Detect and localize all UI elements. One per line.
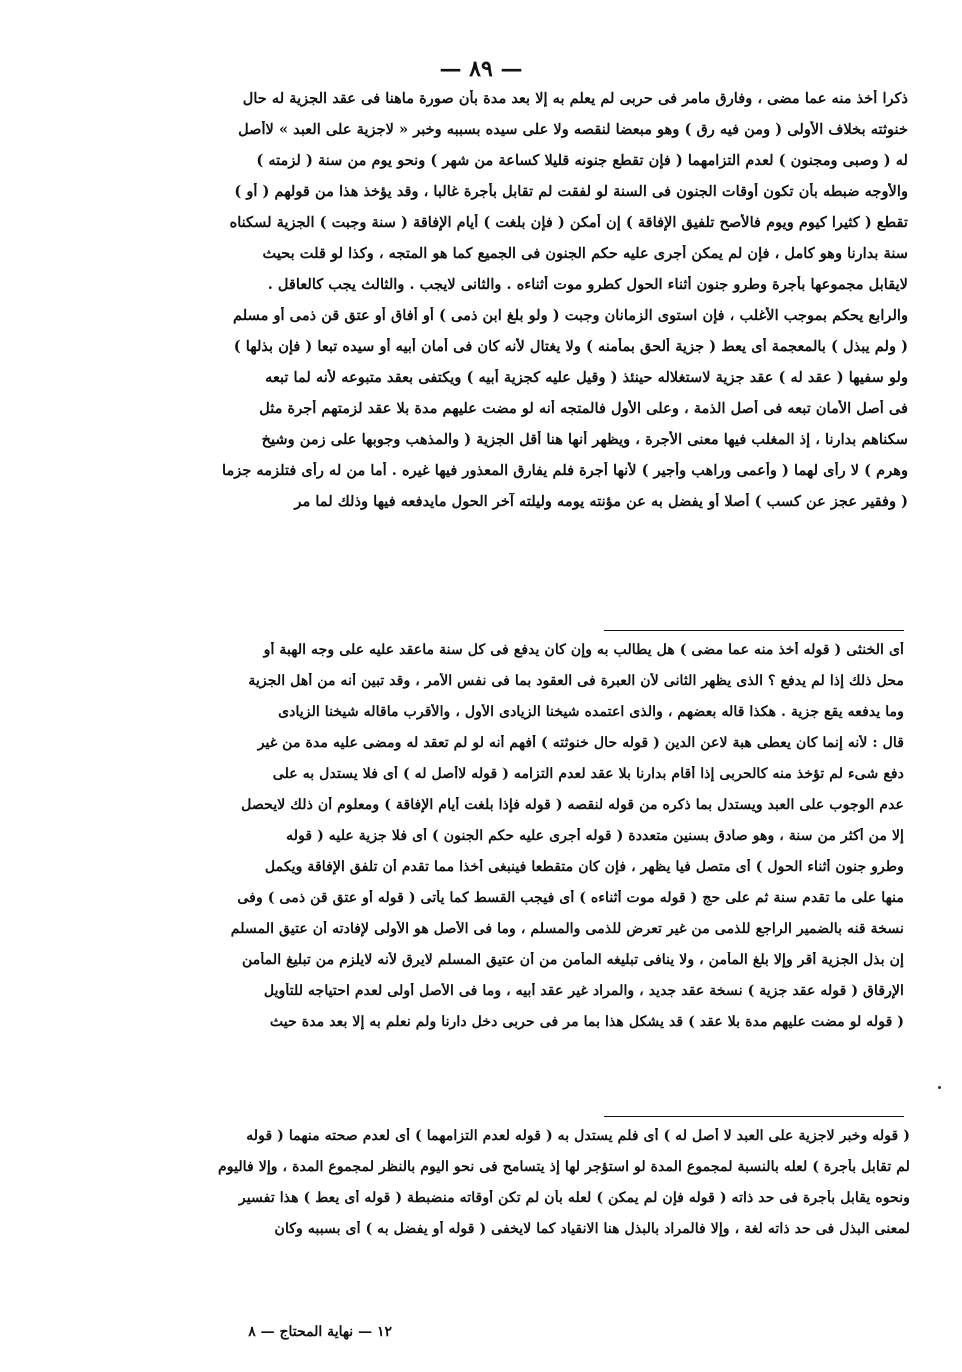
commentary-line: إلا من أكثر من سنة ، وهو صادق بسنين متعددة ( قوله أجرى عليه حكم الجنون ) أى فلا جزية عليه ( قوله bbox=[286, 828, 904, 844]
commentary-line: الإرقاق ( قوله عقد جزية ) نسخة عقد جديد ، والمراد غير عقد أبيه ، وما فى الأصل أولى لعدم احتياجه للتأويل bbox=[263, 983, 904, 999]
main-line: ولو سفيها ( عقد له ) عقد جزية لاستغلاله حينئذ ( وقيل عليه كجزية أبيه ) ويكتفى بعقد متبوعه لأنه لما تبعه bbox=[265, 369, 908, 386]
main-line: سنة بدارنا وهو كامل ، فإن لم يمكن أجرى عليه حكم الجنون فى الجميع كما هو المتجه ، وكذا لو قلت بحيث bbox=[262, 245, 908, 262]
main-line: فى أصل الأمان تبعه فى أصل الذمة ، وعلى الأول فالمتجه أنه لو مضت عليهم مدة بلا عقد لزمتهم أجرة مثل bbox=[259, 400, 908, 417]
page-number: — ٨٩ — bbox=[439, 56, 523, 82]
printer-signature: ١٢ — نهاية المحتاج — ٨ bbox=[248, 1324, 392, 1340]
main-line: ذكرا أخذ منه عما مضى ، وفارق مامر فى حربى لم يعلم به إلا بعد مدة بأن صورة ماهنا فى عقد الجزية له حال bbox=[242, 90, 908, 107]
main-line: والأوجه ضبطه بأن تكون أوقات الجنون فى السنة لو لفقت لم تقابل بأجرة غالبا ، وقد يؤخذ هذا من قولهم ( أو ) bbox=[234, 183, 908, 200]
commentary-line: إن بذل الجزية أقر وإلا بلغ المأمن ، ولا ينافى تبليغه المأمن من أن عتيق المسلم لايرق لأنه لايلزم من تبليغ المأمن bbox=[241, 952, 904, 968]
commentary-line: وطرو جنون أثناء الحول ) أى متصل فيا يظهر ، فإن كان متقطعا فينبغى أخذا مما تقدم أن تلفق الإفاقة ويكمل bbox=[264, 859, 904, 875]
footnote-line: لمعنى البذل فى حد ذاته لغة ، وإلا فالمراد بالبذل هنا الانقياد كما لايخفى ( قوله أو يفضل به ) أى بسببه وكان bbox=[274, 1221, 910, 1237]
footnote-line: ( قوله وخبر لاجزية على العبد لا أصل له ) أى فلم يستدل به ( قوله لعدم التزامهما ) أى لعدم صحته منهما ( قوله bbox=[246, 1128, 910, 1144]
footnote-line: ونحوه يقابل بأجرة فى حد ذاته ( قوله فإن لم يمكن ) لعله بأن لم تكن أوقاته منضبطة ( قوله أى يعط ) هذا تفسير bbox=[238, 1190, 910, 1206]
commentary-line: دفع شىء لم تؤخذ منه كالحربى إذا أقام بدارنا بلا عقد لعدم التزامه ( قوله لاأصل له ) أى فلا يستدل به على bbox=[272, 766, 904, 782]
commentary-line: عدم الوجوب على العبد ويستدل بما ذكره من قوله لنقصه ( قوله فإذا بلغت أيام الإفاقة ) ومعلوم أن ذلك لايحصل bbox=[241, 797, 904, 813]
commentary-line: أى الخنثى ( قوله أخذ منه عما مضى ) هل يطالب به وإن كان يدفع فى كل سنة ماعقد عليه على وجه الهبة أو bbox=[263, 642, 904, 658]
commentary-line: وما يدفعه يقع جزية . هكذا قاله بعضهم ، والذى اعتمده شيخنا الزيادى الأول ، والأقرب ماقاله شيخنا الزيادى bbox=[278, 704, 904, 720]
footnote-line: لم تقابل بأجرة ) لعله بالنسبة لمجموع المدة لو استؤجر لها إذ يتسامح فى نحو اليوم بالنظر لمجموع المدة ، وإلا فاليوم bbox=[217, 1159, 910, 1175]
commentary-line: محل ذلك إذا لم يدفع ؟ الذى يظهر الثانى لأن العبرة فى العقود بما فى نفس الأمر ، وقد تبين أنه من أهل الجزية bbox=[248, 673, 904, 689]
main-line: والرابع يحكم بموجب الأغلب ، فإن استوى الزمانان وجبت ( ولو بلغ ابن ذمى ) أو أفاق أو عتق قن ذمى أو مسلم bbox=[233, 307, 908, 324]
main-line: له ( وصبى ومجنون ) لعدم التزامهما ( فإن تقطع جنونه قليلا كساعة من شهر ) ونحو يوم من سنة ( لزمته ) bbox=[256, 152, 908, 169]
ink-speck bbox=[938, 1086, 941, 1089]
main-line: لايقابل مجموعها بأجرة وطرو جنون أثناء الحول كطرو موت أثناءه . والثانى لايجب . والثالث يجب كالعاقل . bbox=[267, 276, 908, 293]
main-line: ( وفقير عجز عن كسب ) أصلا أو يفضل به عن مؤنته يومه وليلته آخر الحول مايدفعه فيها وذلك لما مر bbox=[294, 493, 908, 510]
main-line: سكناهم بدارنا ، إذ المغلب فيها معنى الأجرة ، ويظهر أنها هنا أقل الجزية ( والمذهب وجوبها على زمن وشيخ bbox=[261, 431, 908, 448]
commentary-line: نسخة قنه بالضمير الراجع للذمى من غير تعرض للذمى والمسلم ، وما فى الأصل هو الأولى لإفادته أن عتيق المسلم bbox=[230, 921, 904, 937]
commentary-line: ( قوله لو مضت عليهم مدة بلا عقد ) قد يشكل هذا بما مر فى حربى دخل دارنا ولم نعلم به إلا بعد مدة حيث bbox=[269, 1014, 904, 1030]
commentary-line: قال : لأنه إنما كان يعطى هبة لاعن الدين ( قوله حال خنوثته ) أفهم أنه لو لم تعقد له ومضى عليه مدة من غير bbox=[257, 735, 904, 751]
main-line: تقطع ( كثيرا كيوم ويوم فالأصح تلفيق الإفاقة ) إن أمكن ( فإن بلغت ) أيام الإفاقة ( سنة وجبت ) الجزية لسكناه bbox=[229, 214, 908, 231]
section-divider bbox=[604, 630, 904, 631]
commentary-line: منها على ما تقدم سنة ثم على حج ( قوله موت أثناءه ) أى فيجب القسط كما يأتى ( قوله أو عتق قن ذمى ) وفى bbox=[237, 890, 904, 906]
main-line: خنوثته بخلاف الأولى ( ومن فيه رق ) وهو مبعضا لنقصه ولا على سيده بسببه وخبر « لاجزية على العبد » لاأصل bbox=[238, 121, 908, 138]
main-line: ( ولم يبذل ) بالمعجمة أى يعط ( جزية ألحق بمأمنه ) ولا يغتال لأنه كان فى أمان أبيه أو سيده تبعا ( فإن بذلها ) bbox=[233, 338, 908, 355]
main-line: وهرم ) لا رأى لهما ( وأعمى وراهب وأجير ) لأنها أجرة فلم يفارق المعذور فيها غيره . أما من له رأى فتلزمه جزما bbox=[222, 462, 908, 479]
footnote-divider bbox=[604, 1116, 904, 1117]
